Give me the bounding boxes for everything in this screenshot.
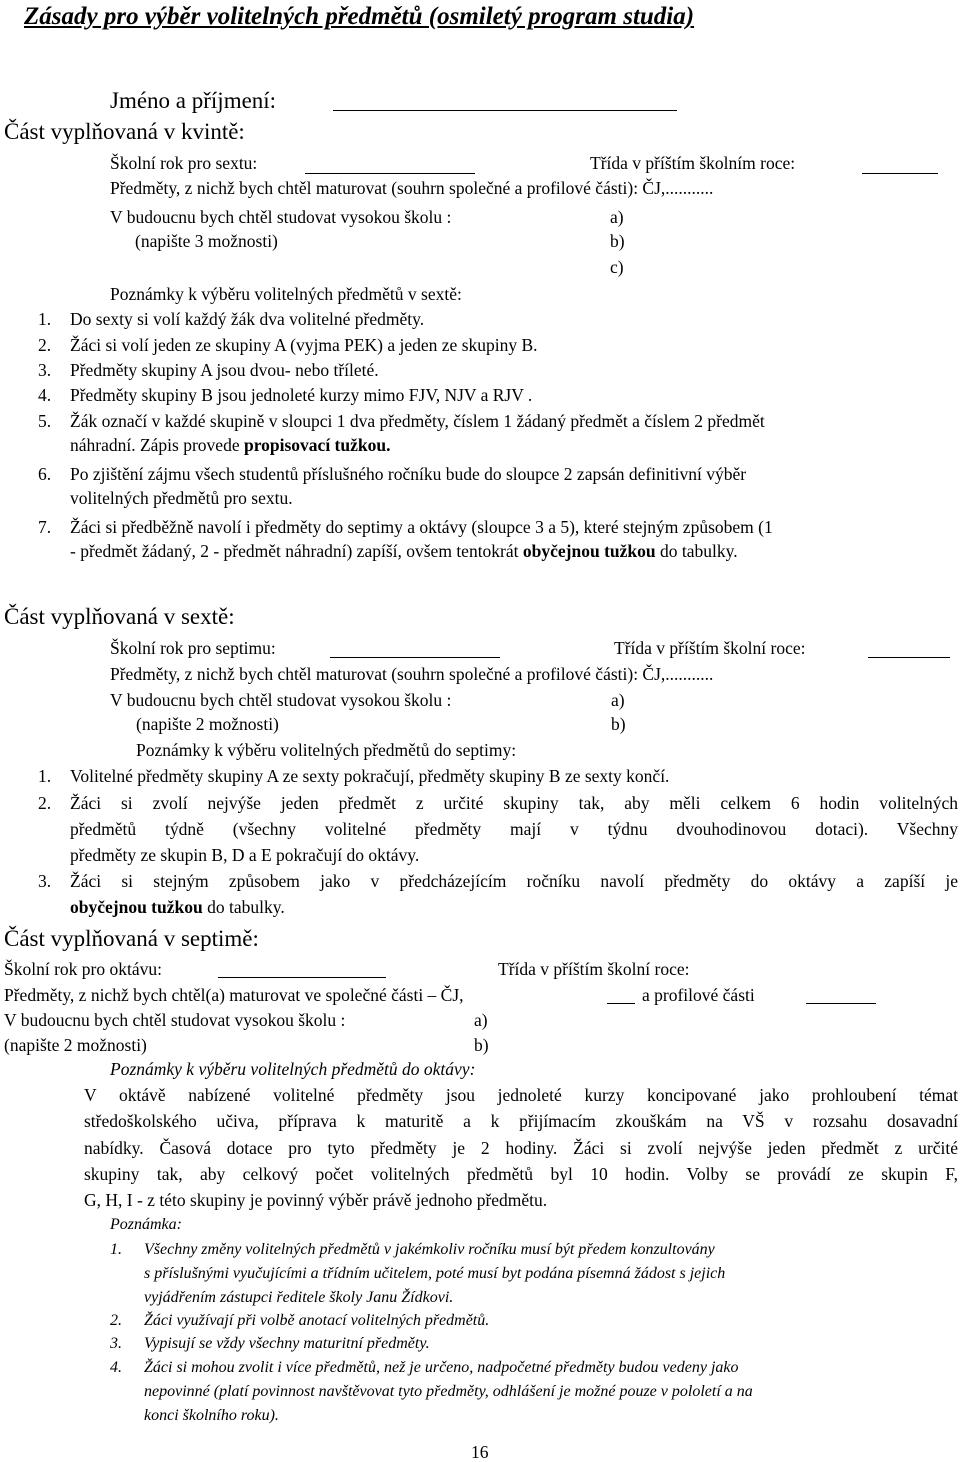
- kvinta-note-number: 1.: [38, 309, 52, 329]
- septima-hint: (napište 2 možnosti): [4, 1035, 147, 1055]
- kvinta-next-class-label: Třída v příštím školním roce:: [590, 153, 796, 173]
- note-text-part: do tabulky.: [202, 897, 285, 917]
- sexta-note-number: 3.: [38, 871, 52, 891]
- kvinta-option-a: a): [610, 207, 624, 227]
- document-title: Zásady pro výběr volitelných předmětů (osmiletý program studia): [24, 3, 695, 30]
- kvinta-note-number: 3.: [38, 360, 52, 380]
- kvinta-note-text: Do sexty si volí každý žák dva volitelné předměty.: [70, 309, 425, 329]
- kvinta-hint: (napište 3 možnosti): [135, 231, 278, 251]
- septima-paragraph-line: G, H, I - z této skupiny je povinný výběr právě jednoho předmětu.: [84, 1190, 548, 1210]
- sexta-next-class-label: Třída v příštím školní roce:: [614, 638, 806, 658]
- remark-line: Vypisují se vždy všechny maturitní předměty.: [144, 1335, 430, 1352]
- sexta-note-number: 2.: [38, 793, 52, 813]
- sexta-note-text: [70, 896, 285, 918]
- remark-line: Žáci využívají při volbě anotací volitelných předmětů.: [144, 1312, 490, 1329]
- septima-school-year-blank[interactable]: [218, 977, 386, 978]
- remark-line: s příslušnými vyučujícími a třídním učitelem, poté musí byt podána písemná žádost s jejich: [144, 1265, 726, 1282]
- remark-number: 1.: [110, 1241, 122, 1258]
- remark-line: vyjádřením zástupci ředitele školy Janu Žídkovi.: [144, 1289, 454, 1306]
- septima-paragraph-line: středoškolského učiva, příprava k maturitě a k přijímacím zkouškám na VŠ v rozsahu dosavadní: [84, 1111, 958, 1131]
- sexta-note-text: předměty ze skupin B, D a E pokračují do oktávy.: [70, 845, 420, 865]
- kvinta-note-text: Předměty skupiny A jsou dvou- nebo tříleté.: [70, 360, 379, 380]
- septima-paragraph-line: V oktávě nabízené volitelné předměty jsou jednoleté kurzy koncipované jako prohloubení témat: [84, 1085, 958, 1105]
- sexta-school-year-blank[interactable]: [330, 657, 500, 658]
- remark-line: konci školního roku).: [144, 1407, 279, 1424]
- septima-paragraph-line: skupiny tak, aby celkový počet volitelných předmětů byl 10 hodin. Volby se provádí ze skupin F,: [84, 1164, 958, 1184]
- sexta-maturita: Předměty, z nichž bych chtěl maturovat (souhrn společné a profilové části): ČJ,...........: [110, 664, 714, 684]
- kvinta-note-text: [70, 434, 390, 456]
- kvinta-note-number: 4.: [38, 385, 52, 405]
- septima-option-a: a): [474, 1010, 488, 1030]
- remark-heading: Poznámka:: [110, 1216, 182, 1233]
- sexta-school-year-label: Školní rok pro septimu:: [110, 638, 276, 658]
- note-text-part: náhradní. Zápis provede: [70, 435, 244, 455]
- septima-notes-heading: Poznámky k výběru volitelných předmětů do oktávy:: [110, 1059, 476, 1079]
- name-label: Jméno a příjmení:: [110, 88, 277, 113]
- kvinta-note-text: [70, 540, 738, 562]
- septima-school-year-label: Školní rok pro oktávu:: [4, 959, 162, 979]
- sexta-heading: Část vyplňovaná v sextě:: [4, 604, 235, 629]
- kvinta-university-label: V budoucnu bych chtěl studovat vysokou školu :: [110, 207, 452, 227]
- kvinta-notes-heading: Poznámky k výběru volitelných předmětů v sextě:: [110, 284, 462, 304]
- note-bold-part: obyčejnou tužkou: [70, 897, 203, 917]
- septima-maturita-profile: a profilové části: [642, 985, 755, 1005]
- septima-maturita-common: Předměty, z nichž bych chtěl(a) maturovat ve společné části – ČJ,: [4, 985, 464, 1005]
- remark-line: Žáci si mohou zvolit i více předmětů, než je určeno, nadpočetné předměty budou vedeny jako: [144, 1359, 739, 1376]
- sexta-notes-heading: Poznámky k výběru volitelných předmětů do septimy:: [136, 740, 517, 760]
- kvinta-school-year-label: Školní rok pro sextu:: [110, 153, 258, 173]
- remark-number: 4.: [110, 1359, 122, 1376]
- sexta-note-text: Volitelné předměty skupiny A ze sexty pokračují, předměty skupiny B ze sexty končí.: [70, 766, 670, 786]
- sexta-hint: (napište 2 možnosti): [136, 714, 279, 734]
- septima-paragraph-line: nabídky. Časová dotace pro tyto předměty je 2 hodiny. Žáci si zvolí nejvýše jeden předmět z určité: [84, 1138, 958, 1158]
- kvinta-note-text: Po zjištění zájmu všech studentů příslušného ročníku bude do sloupce 2 zapsán definitivní výběr: [70, 464, 747, 484]
- kvinta-next-class-blank[interactable]: [862, 173, 938, 174]
- sexta-university-label: V budoucnu bych chtěl studovat vysokou školu :: [110, 690, 452, 710]
- remark-number: 2.: [110, 1312, 122, 1329]
- kvinta-note-text: Žáci si volí jeden ze skupiny A (vyjma PEK) a jeden ze skupiny B.: [70, 335, 538, 355]
- page-number: 16: [471, 1442, 489, 1462]
- septima-university-label: V budoucnu bych chtěl studovat vysokou školu :: [4, 1010, 346, 1030]
- remark-line: Všechny změny volitelných předmětů v jakémkoliv ročníku musí být předem konzultovány: [144, 1241, 715, 1258]
- sexta-next-class-blank[interactable]: [868, 657, 950, 658]
- kvinta-note-text: Žáci si předběžně navolí i předměty do septimy a oktávy (sloupce 3 a 5), které stejným způsobem (1: [70, 517, 773, 537]
- kvinta-note-text: Předměty skupiny B jsou jednoleté kurzy mimo FJV, NJV a RJV .: [70, 385, 533, 405]
- kvinta-note-text: volitelných předmětů pro sextu.: [70, 488, 293, 508]
- kvinta-maturita: Předměty, z nichž bych chtěl maturovat (souhrn společné a profilové části): ČJ,...........: [110, 178, 714, 198]
- kvinta-note-number: 2.: [38, 335, 52, 355]
- sexta-note-text: předmětů týdně (všechny volitelné předměty mají v týdnu dvouhodinovou dotaci). Všechny: [70, 819, 958, 839]
- remark-number: 3.: [110, 1335, 122, 1352]
- kvinta-school-year-blank[interactable]: [305, 173, 475, 174]
- septima-option-b: b): [474, 1035, 489, 1055]
- kvinta-option-c: c): [610, 257, 624, 277]
- septima-maturita-common-blank[interactable]: [607, 1003, 635, 1004]
- name-blank[interactable]: [333, 110, 677, 111]
- kvinta-option-b: b): [610, 231, 625, 251]
- sexta-option-b: b): [611, 714, 626, 734]
- note-text-part: do tabulky.: [655, 541, 738, 561]
- sexta-note-number: 1.: [38, 766, 52, 786]
- note-bold-part: obyčejnou tužkou: [522, 541, 656, 561]
- sexta-option-a: a): [611, 690, 625, 710]
- kvinta-note-number: 5.: [38, 411, 52, 431]
- kvinta-note-text: Žák označí v každé skupině v sloupci 1 dva předměty, číslem 1 žádaný předmět a číslem 2 předmět: [70, 411, 765, 431]
- remark-line: nepovinné (platí povinnost navštěvovat tyto předměty, odhlášení je možné pouze v pololetí a na: [144, 1383, 753, 1400]
- septima-heading: Část vyplňovaná v septimě:: [4, 926, 259, 951]
- note-text-part: - předmět žádaný, 2 - předmět náhradní) zapíší, ovšem tentokrát: [70, 541, 523, 561]
- sexta-note-text: Žáci si zvolí nejvýše jeden předmět z určité skupiny tak, aby měli celkem 6 hodin volitelných: [70, 793, 958, 813]
- sexta-note-text: Žáci si stejným způsobem jako v předcházejícím ročníku navolí předměty do oktávy a zapíší je: [70, 871, 958, 891]
- kvinta-heading: Část vyplňovaná v kvintě:: [4, 119, 245, 144]
- kvinta-note-number: 6.: [38, 464, 52, 484]
- septima-maturita-profile-blank[interactable]: [806, 1003, 876, 1004]
- note-bold-part: propisovací tužkou.: [243, 435, 391, 455]
- kvinta-note-number: 7.: [38, 517, 52, 537]
- septima-next-class-label: Třída v příštím školní roce:: [498, 959, 690, 979]
